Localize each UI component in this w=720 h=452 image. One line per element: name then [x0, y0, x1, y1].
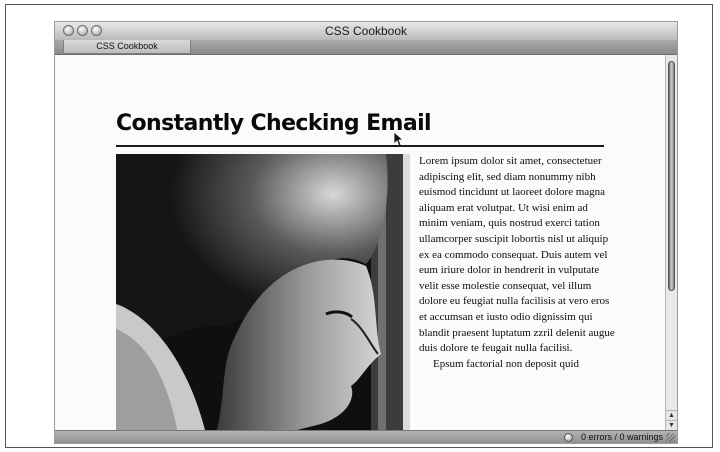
paragraph: Epsum factorial non deposit quid: [433, 357, 580, 370]
window-title: CSS Cookbook: [324, 24, 408, 38]
article-body: [419, 154, 619, 372]
validator-status-icon[interactable]: [564, 433, 573, 442]
article-photo: [116, 154, 410, 430]
scroll-down-arrow-icon[interactable]: ▼: [666, 420, 677, 430]
status-text: 0 errors / 0 warnings: [580, 432, 663, 442]
heading-rule: [116, 145, 604, 147]
tab-css-cookbook[interactable]: CSS Cookbook: [63, 40, 191, 54]
page-content: [55, 55, 665, 430]
figure-frame: [5, 4, 713, 448]
page-title: Constantly Checking Email: [116, 111, 431, 136]
scrollbar-thumb[interactable]: [668, 61, 675, 291]
status-bar: [55, 430, 677, 443]
scroll-up-arrow-icon[interactable]: ▲: [666, 410, 677, 420]
vertical-scrollbar[interactable]: [665, 55, 677, 430]
tab-bar: [55, 40, 677, 55]
title-bar[interactable]: [55, 22, 677, 41]
resize-grip-icon[interactable]: [666, 433, 675, 442]
paragraph: Lorem ipsum dolor sit amet, consectetuer adipiscing elit, sed diam nonummy nibh euismod tincidunt ut laoreet dolore magna aliquam erat volutpat. Ut wisi enim ad minim veniam, quis nostrud exerci tation ullamcorper suscipit lobortis nisl ut aliquip ex ea commodo consequat. Duis autem vel eum iriure dolor in hendrerit in vulputate velit esse molestie consequat, vel illum dolore eu feugiat nulla facilisis at vero eros et accumsan et iusto odio dignissim qui blandit praesent luptatum zzril delenit augue duis dolore te feugait nulla facilisi.: [419, 155, 615, 355]
browser-window: [55, 22, 677, 443]
